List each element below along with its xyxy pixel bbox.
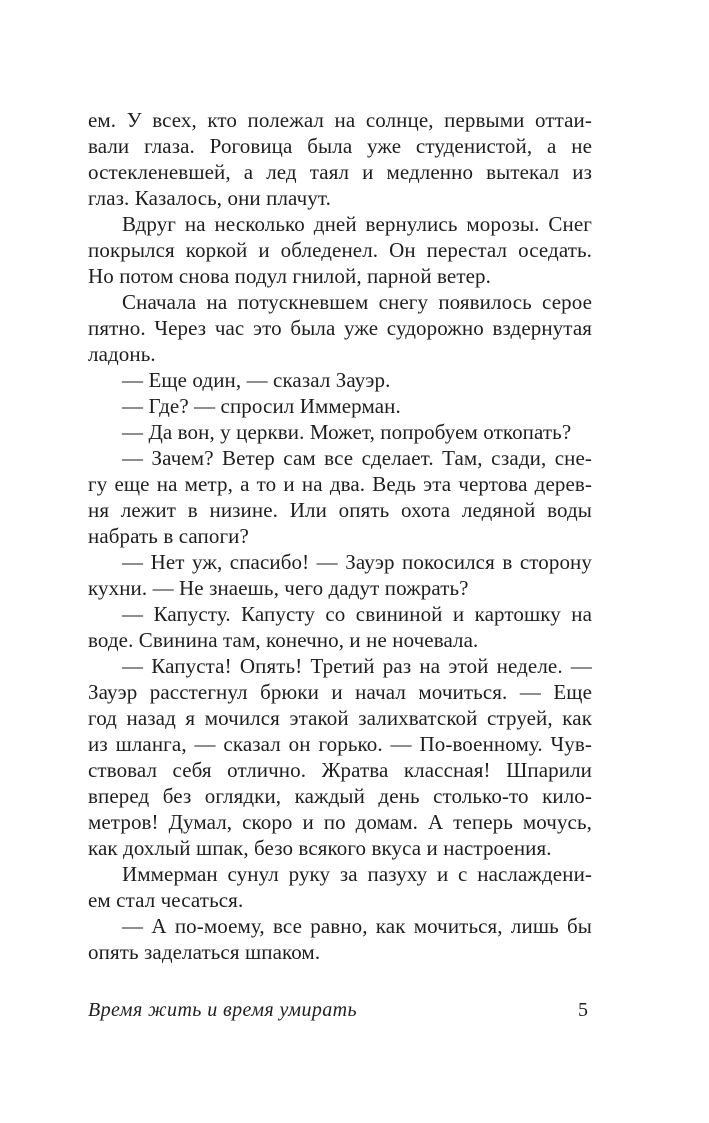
text-line: вперед без оглядки, каждый день столько-то кило- — [88, 784, 592, 808]
text-line: Но потом снова подул гнилой, парной ветер. — [88, 264, 491, 288]
paragraph — [88, 211, 592, 289]
page-footer — [88, 997, 592, 1023]
text-line: — Капусту. Капусту со свининой и картошку на — [122, 602, 592, 626]
text-line: — Еще один, — сказал Зауэр. — [122, 368, 391, 392]
text-line: ем стал чесаться. — [88, 888, 244, 912]
text-line: ствовал себя отлично. Жратва классная! Шпарили — [88, 758, 592, 782]
text-line: Зауэр расстегнул брюки и начал мочиться. — Еще — [88, 680, 592, 704]
text-line: вали глаза. Роговица была уже студенистой, а не — [88, 134, 592, 158]
text-line: набрать в сапоги? — [88, 524, 249, 548]
text-line: — Нет уж, спасибо! — Зауэр покосился в сторону — [122, 550, 592, 574]
paragraph — [88, 367, 592, 393]
text-line: — Где? — спросил Иммерман. — [122, 394, 401, 418]
text-line: покрылся коркой и обледенел. Он перестал оседать. — [88, 238, 592, 262]
text-line: как дохлый шпак, безо всякого вкуса и настроения. — [88, 836, 552, 860]
text-line: гу еще на метр, а то и на два. Ведь эта чертова дерев- — [88, 472, 592, 496]
text-line: — Зачем? Ветер сам все сделает. Там, сзади, сне- — [122, 446, 592, 470]
text-line: пятно. Через час это была уже судорожно вздернутая — [88, 316, 592, 340]
paragraph — [88, 861, 592, 913]
text-line: ем. У всех, кто полежал на солнце, первыми оттаи- — [88, 108, 592, 132]
paragraph — [88, 393, 592, 419]
paragraph — [88, 653, 592, 861]
text-line: опять заделаться шпаком. — [88, 940, 321, 964]
paragraph — [88, 549, 592, 601]
text-line: воде. Свинина там, конечно, и не ночевала. — [88, 628, 479, 652]
text-line: Сначала на потускневшем снегу появилось серое — [122, 290, 592, 314]
paragraph — [88, 601, 592, 653]
text-line: Вдруг на несколько дней вернулись морозы. Снег — [122, 212, 592, 236]
text-line: — Капуста! Опять! Третий раз на этой неделе. — — [122, 654, 592, 678]
text-line: ладонь. — [88, 342, 156, 366]
paragraph — [88, 445, 592, 549]
paragraph — [88, 913, 592, 965]
text-line: глаз. Казалось, они плачут. — [88, 186, 331, 210]
running-title: Время жить и время умирать — [88, 999, 358, 1021]
text-line: Иммерман сунул руку за пазуху и с наслаждени- — [122, 862, 592, 886]
text-line: год назад я мочился этакой залихватской струей, как — [88, 706, 592, 730]
text-block — [88, 107, 592, 965]
text-line: — Да вон, у церкви. Может, попробуем откопать? — [122, 420, 572, 444]
text-line: остекленевшей, а лед таял и медленно вытекал из — [88, 160, 592, 184]
paragraph — [88, 419, 592, 445]
page-number: 5 — [578, 999, 588, 1021]
text-line: из шланга, — сказал он горько. — По-военному. Чув- — [88, 732, 592, 756]
text-line: — А по-моему, все равно, как мочиться, лишь бы — [122, 914, 592, 938]
paragraph — [88, 107, 592, 211]
text-line: метров! Думал, скоро и по домам. А теперь мочусь, — [88, 810, 592, 834]
text-line: ня лежит в низине. Или опять охота ледяной воды — [88, 498, 592, 522]
paragraph — [88, 289, 592, 367]
text-line: кухни. — Не знаешь, чего дадут пожрать? — [88, 576, 469, 600]
